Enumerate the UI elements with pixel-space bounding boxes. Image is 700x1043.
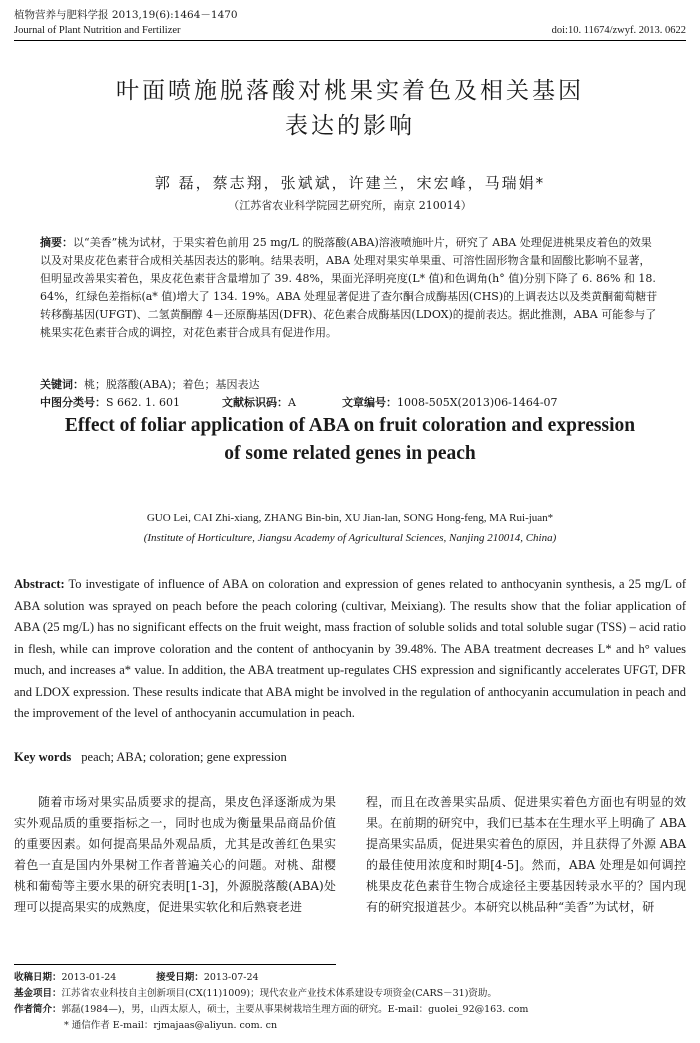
title-cn — [40, 74, 660, 144]
funding-line: 基金项目：江苏省农业科技自主创新项目(CX(11)1009)；现代农业产业技术体系建设专项资金(CARS－31)资助。 — [14, 988, 497, 999]
abstract-en — [14, 574, 686, 725]
journal-name-cn: 植物营养与肥料学报 2013,19(6):1464－1470 — [14, 9, 238, 21]
header-rule — [14, 40, 686, 41]
abstract-cn-label: 摘要： — [40, 236, 73, 249]
journal-name-en: Journal of Plant Nutrition and Fertilizer — [14, 25, 181, 36]
keywords-cn-label: 关键词： — [40, 378, 84, 391]
received-date: 2013-01-24 — [61, 972, 117, 983]
title-en — [20, 412, 680, 468]
abstract-en-label: Abstract: — [14, 577, 65, 591]
title-en-line-2: of some related genes in peach — [224, 443, 476, 464]
affiliation-en: (Institute of Horticulture, Jiangsu Academy of Agricultural Sciences, Nanjing 210014, China) — [143, 532, 557, 544]
doi[interactable]: doi:10. 11674/zwyf. 2013. 0622 — [551, 25, 686, 36]
body-text-right-column: 程，而且在改善果实品质、促进果实着色方面也有明显的效果。在前期的研究中，我们已基本在生理水平上明确了 ABA 提高果实品质，促进果实着色的原因，并且获得了外源 ABA 的最佳使用浓度和时期[4-5]。然而，ABA 处理是如何调控桃果皮花色素苷生物合成途径主要基因转录水平的？国内现有的研究报道甚少。本研究以桃品种“美香”为试材，研 — [366, 795, 686, 914]
title-cn-line-2: 表达的影响 — [285, 113, 415, 139]
keywords-en — [14, 750, 686, 765]
title-cn-line-1: 叶面喷施脱落酸对桃果实着色及相关基因 — [116, 78, 584, 104]
footnote-rule — [14, 964, 336, 965]
keywords-cn-text: 桃；脱落酸(ABA)；着色；基因表达 — [84, 378, 260, 391]
keywords-en-text: peach; ABA; coloration; gene expression — [81, 750, 287, 764]
abstract-cn — [40, 234, 660, 342]
accepted-date: 2013-07-24 — [203, 972, 259, 983]
document-code: 文献标识码：A — [222, 396, 296, 409]
author-bio-line: 作者简介：郭磊(1984—)，男，山西太原人，硕士，主要从事果树栽培生理方面的研究。E-mail：guolei_92@163. com — [14, 1004, 529, 1015]
keywords-cn — [40, 376, 660, 394]
footnotes — [14, 970, 686, 1034]
abstract-en-text: To investigate of influence of ABA on coloration and expression of genes related to anthocyanin synthesis, a 25 mg/L of ABA solution was sprayed on peach before the peach coloring (cultivar, Meixiang). The results show that the foliar application of ABA (25 mg/L) has no significant effects on the fruit weight, mass fraction of soluble solids and total soluble sugar (TSS) – acid ratio in flesh, while can improve coloration and the content of anthocyanin by 39.48%. The ABA treatment decreases L* and h° values much, and increases a* value. In addition, the ABA treatment up-regulates CHS expression and significantly accelerates UFGT, DFR and LDOX expression. These results indicate that ABA might be involved in the regulation of anthocyanin accumulation in peach and the improvement of the level of anthocyanin accumulation in peach. — [14, 577, 687, 720]
running-header — [14, 8, 686, 38]
abstract-cn-text: 以“美香”桃为试材，于果实着色前用 25 mg/L 的脱落酸(ABA)溶液喷施叶片，研究了 ABA 处理促进桃果皮着色的效果以及对果皮花色素苷合成相关基因表达的影响。结果表明，ABA 处理对果实单果重、可溶性固形物含量和固酸比影响不显著，但明显改善果实着色，果皮花色素苷含量增加了 39. 48%，果面光泽明亮度(L* 值)和色调角(h° 值)分别下降了 6. 86% 和 18. 64%，红绿色差指标(a* 值)增大了 134. 19%。ABA 处理显著促进了查尔酮合成酶基因(CHS)的上调表达以及类黄酮葡萄糖苷转移酶基因(UFGT)、二氢黄酮醇 4－还原酶基因(DFR)、花色素合成酶基因(LDOX)的提前表达。据此推测，ABA 可能参与了桃果实花色素苷合成的调控，对花色素苷合成具有促进作用。 — [40, 236, 658, 339]
affiliation-cn: （江苏省农业科学院园艺研究所，南京 210014） — [228, 199, 472, 212]
article-meta-cn — [40, 376, 660, 412]
title-en-line-1: Effect of foliar application of ABA on fruit coloration and expression — [64, 415, 636, 436]
authors-en: GUO Lei, CAI Zhi-xiang, ZHANG Bin-bin, XU Jian-lan, SONG Hong-feng, MA Rui-juan* — [146, 512, 554, 524]
dates-line: 收稿日期：2013-01-24 接受日期：2013-07-24 — [14, 972, 259, 983]
corresponding-author-line: * 通信作者 E-mail：rjmajaas@aliyun. com. cn — [64, 1020, 278, 1031]
body-text-left-column: 随着市场对果实品质要求的提高，果皮色泽逐渐成为果实外观品质的重要指标之一，同时也成为衡量果品商品价值的重要因素。如何提高果品外观品质，尤其是改善红色果实着色一直是国内外果树工作者普遍关心的问题。对桃、甜樱桃和葡萄等主要水果的研究表明[1-3]，外源脱落酸(ABA)处理可以提高果实的成熟度，促进果实软化和后熟衰老进 — [14, 795, 336, 914]
article-number: 文章编号：1008-505X(2013)06-1464-07 — [342, 396, 558, 409]
class-number: 中图分类号：S 662. 1. 601 — [40, 396, 181, 409]
keywords-en-label: Key words — [14, 750, 72, 764]
authors-cn: 郭 磊，蔡志翔，张斌斌，许建兰，宋宏峰，马瑞娟* — [154, 174, 546, 192]
